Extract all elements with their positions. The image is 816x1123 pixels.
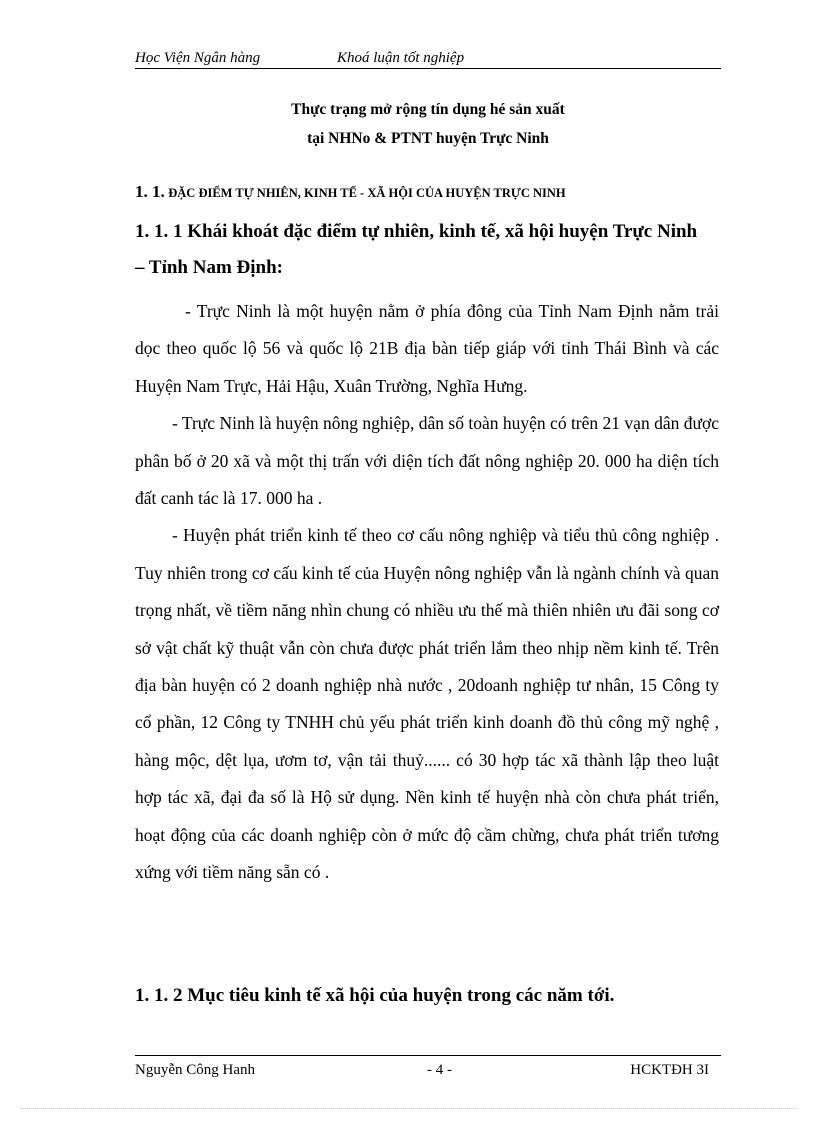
page-bottom-divider (20, 1108, 796, 1109)
section-number: 1. 1. (135, 182, 165, 201)
body-text (135, 293, 719, 892)
subsection-heading-1 (135, 214, 721, 286)
paragraph-3: - Huyện phát triển kinh tế theo cơ cấu nông nghiệp và tiểu thủ công nghiệp . Tuy nhiên trong cơ cấu kinh tế của Huyện nông nghiệp vẫn là ngành chính và quan trọng nhất, về tiềm năng nhìn chung có nhiều ưu thế mà thiên nhiên ưu đãi song cơ sở vật chất kỹ thuật vẫn còn chưa được phát triển lắm theo nhịp nềm kinh tế. Trên địa bàn huyện có 2 doanh nghiệp nhà nước , 20doanh nghiệp tư nhân, 15 Công ty cổ phần, 12 Công ty TNHH chủ yếu phát triển kinh doanh đồ thủ công mỹ nghệ , hàng mộc, dệt lụa, ươm tơ, vận tải thuỷ...... có 30 hợp tác xã thành lập theo luật hợp tác xã, đại đa số là Hộ sử dụng. Nền kinh tế huyện nhà còn chưa phát triển, hoạt động của các doanh nghiệp còn ở mức độ cầm chừng, chưa phát triển tương xứng với tiềm năng sẵn có . (135, 525, 719, 883)
paragraph-2: - Trực Ninh là huyện nông nghiệp, dân số toàn huyện có trên 21 vạn dân được phân bố ở 20 xã và một thị trấn với diện tích đất nông nghiệp 20. 000 ha diện tích đất canh tác là 17. 000 ha . (135, 413, 719, 509)
subsection-1-line-2: – Tỉnh Nam Định: (135, 257, 284, 278)
title-line-1: Thực trạng mở rộng tín dụng hé sản xuất (291, 101, 565, 118)
subsection-heading-2: 1. 1. 2 Mục tiêu kinh tế xã hội của huyện trong các năm tới. (135, 985, 615, 1006)
footer-page-number: - 4 - (427, 1062, 452, 1078)
section-heading (135, 182, 735, 202)
subsection-1-line-1: 1. 1. 1 Khái khoát đặc điểm tự nhiên, kinh tế, xã hội huyện Trực Ninh (135, 221, 698, 242)
section-title: ĐẶC ĐIỂM TỰ NHIÊN, KINH TẾ - XÃ HỘI CỦA HUYỆN TRỰC NINH (168, 186, 566, 200)
footer-author: Nguyễn Công Hanh (135, 1062, 255, 1078)
header-document-type: Khoá luận tốt nghiệp (337, 50, 465, 66)
page-footer (135, 1055, 721, 1081)
document-title (135, 95, 721, 153)
paragraph-1: - Trực Ninh là một huyện nằm ở phía đông của Tỉnh Nam Định nằm trải dọc theo quốc lộ 56 và quốc lộ 21B địa bàn tiếp giáp với tỉnh Thái Bình và các Huyện Nam Trực, Hải Hậu, Xuân Trường, Nghĩa Hưng. (135, 301, 719, 396)
title-line-2: tại NHNo & PTNT huyện Trực Ninh (307, 130, 549, 147)
header-institution: Học Viện Ngân hàng (135, 50, 261, 66)
page-header (135, 50, 721, 69)
footer-class-code: HCKTĐH 3I (630, 1062, 709, 1078)
